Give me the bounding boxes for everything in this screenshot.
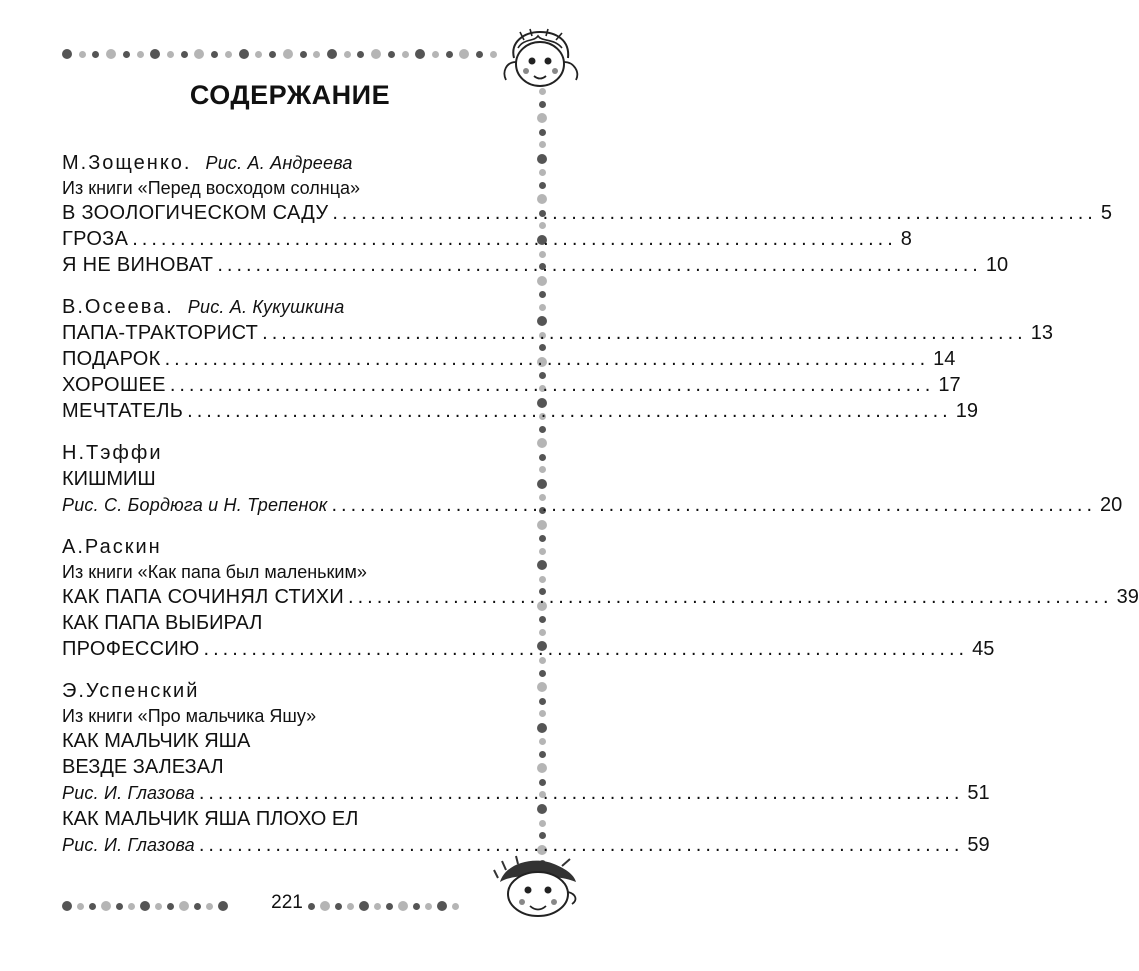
page-ref: 19	[955, 400, 978, 422]
border-dot	[539, 182, 546, 189]
story-title: В ЗООЛОГИЧЕСКОМ САДУ	[62, 202, 329, 224]
toc-entry[interactable]	[62, 492, 1123, 518]
story-title: МЕЧТАТЕЛЬ	[62, 400, 184, 422]
border-dot	[452, 903, 459, 910]
toc-entry[interactable]	[62, 200, 1112, 226]
border-dot	[218, 901, 228, 911]
dot-leader: ................................................................................	[217, 254, 982, 276]
border-dot	[371, 49, 381, 59]
border-dot	[62, 901, 72, 911]
toc-entry[interactable]	[62, 346, 956, 372]
author-name: А.Раскин	[62, 536, 162, 558]
border-dot	[194, 903, 201, 910]
border-dot	[476, 51, 483, 58]
border-dot	[415, 49, 425, 59]
border-dot	[194, 49, 204, 59]
border-dot	[106, 49, 116, 59]
border-dot	[539, 141, 546, 148]
border-dot	[432, 51, 439, 58]
border-dot	[537, 154, 547, 164]
border-dot	[413, 903, 420, 910]
author-name: В.Осеева.	[62, 296, 174, 318]
border-dot	[537, 763, 547, 773]
border-dot	[459, 49, 469, 59]
dot-leader: ................................................................................	[198, 782, 964, 804]
border-dot	[167, 51, 174, 58]
border-dot	[225, 51, 232, 58]
border-dot	[537, 113, 547, 123]
toc-entry[interactable]	[62, 832, 990, 858]
border-dot	[79, 51, 86, 58]
toc-entry[interactable]	[62, 320, 1053, 346]
page-ref: 20	[1100, 494, 1123, 516]
story-title: ПОДАРОК	[62, 348, 161, 370]
story-title: ГРОЗА	[62, 228, 129, 250]
border-dot	[101, 901, 111, 911]
page-ref: 10	[985, 254, 1009, 276]
border-dot	[539, 820, 546, 827]
toc-entry[interactable]	[62, 252, 1009, 278]
page-ref: 8	[900, 228, 912, 250]
border-dot	[269, 51, 276, 58]
border-dot	[398, 901, 408, 911]
border-dot	[539, 670, 546, 677]
border-dot	[537, 682, 547, 692]
toc-entry[interactable]	[62, 584, 1139, 610]
border-dot	[539, 710, 546, 717]
dot-leader: ................................................................................	[187, 400, 952, 422]
border-dot	[283, 49, 293, 59]
story-title: Я НЕ ВИНОВАТ	[62, 254, 214, 276]
border-dot	[490, 51, 497, 58]
page-ref: 39	[1116, 586, 1139, 608]
dot-leader: ................................................................................	[132, 228, 897, 250]
toc-entry[interactable]	[62, 780, 990, 806]
page-ref: 17	[938, 374, 961, 396]
page-ref: 59	[967, 834, 990, 856]
border-dot	[539, 548, 546, 555]
border-dot	[425, 903, 432, 910]
border-dot	[539, 426, 546, 433]
border-dot	[167, 903, 174, 910]
border-dot	[116, 903, 123, 910]
dot-leader: ................................................................................	[164, 348, 930, 370]
border-dot	[206, 903, 213, 910]
story-title: ПАПА-ТРАКТОРИСТ	[62, 322, 259, 344]
border-dot	[140, 901, 150, 911]
border-dot	[327, 49, 337, 59]
page-ref: 13	[1030, 322, 1053, 344]
story-title[interactable]: КИШМИШ	[62, 468, 156, 490]
book-source: Из книги «Как папа был маленьким»	[62, 562, 367, 582]
story-title: ХОРОШЕЕ	[62, 374, 166, 396]
border-dot	[255, 51, 262, 58]
border-dot	[128, 903, 135, 910]
page-ref: 5	[1100, 202, 1112, 224]
border-dot	[62, 49, 72, 59]
border-dot	[181, 51, 188, 58]
book-source: Из книги «Про мальчика Яшу»	[62, 706, 317, 726]
dot-leader: ................................................................................	[331, 494, 1097, 516]
border-dot	[537, 520, 547, 530]
border-dot	[539, 629, 546, 636]
border-dot	[347, 903, 354, 910]
toc-entry[interactable]	[62, 372, 961, 398]
border-dot	[344, 51, 351, 58]
toc-entry[interactable]	[62, 398, 978, 424]
book-source: Из книги «Перед восходом солнца»	[62, 178, 361, 198]
border-dot	[179, 901, 189, 911]
dot-leader: ................................................................................	[169, 374, 935, 396]
border-dot	[402, 51, 409, 58]
border-dot	[446, 51, 453, 58]
page-ref: 45	[972, 638, 995, 660]
toc-entry[interactable]	[62, 636, 995, 662]
border-dot	[539, 466, 546, 473]
story-title-line[interactable]: КАК МАЛЬЧИК ЯША ПЛОХО ЕЛ	[62, 808, 359, 830]
border-dot	[537, 479, 547, 489]
border-dot	[155, 903, 162, 910]
border-dot	[335, 903, 342, 910]
border-dot	[539, 129, 546, 136]
illustrator-credit: Рис. И. Глазова	[62, 783, 195, 803]
story-title: КАК ПАПА СОЧИНЯЛ СТИХИ	[62, 586, 345, 608]
border-dot	[539, 698, 546, 705]
author-name: Э.Успенский	[62, 680, 200, 702]
border-dot	[537, 438, 547, 448]
border-dot	[537, 560, 547, 570]
story-title: ПРОФЕССИЮ	[62, 638, 200, 660]
border-dot	[92, 51, 99, 58]
border-dot	[539, 751, 546, 758]
border-dot	[539, 576, 546, 583]
border-dot	[313, 51, 320, 58]
illustrator-credit: Рис. А. Андреева	[205, 153, 353, 173]
border-dot	[437, 901, 447, 911]
border-dot	[211, 51, 218, 58]
dot-leader: ................................................................................	[198, 834, 964, 856]
border-dot	[89, 903, 96, 910]
border-dot	[539, 738, 546, 745]
border-dot	[539, 291, 546, 298]
author-line	[62, 150, 510, 176]
author-name: Н.Тэффи	[62, 442, 163, 464]
border-dot	[359, 901, 369, 911]
border-dot	[239, 49, 249, 59]
story-title-line[interactable]: ВЕЗДЕ ЗАЛЕЗАЛ	[62, 756, 224, 778]
border-dot	[539, 535, 546, 542]
border-dot	[388, 51, 395, 58]
top-dotted-border	[62, 44, 497, 64]
border-dot	[137, 51, 144, 58]
dot-leader: ................................................................................	[203, 638, 969, 660]
dot-leader: ................................................................................	[332, 202, 1097, 224]
border-dot	[539, 616, 546, 623]
border-dot	[77, 903, 84, 910]
border-dot	[300, 51, 307, 58]
border-dot	[150, 49, 160, 59]
page-ref: 14	[933, 348, 956, 370]
story-title-line[interactable]: КАК МАЛЬЧИК ЯША	[62, 730, 251, 752]
border-dot	[539, 169, 546, 176]
story-title-line[interactable]: КАК ПАПА ВЫБИРАЛ	[62, 612, 263, 634]
dot-leader: ................................................................................	[348, 586, 1113, 608]
dot-leader: ................................................................................	[262, 322, 1027, 344]
border-dot	[539, 304, 546, 311]
border-dot	[386, 903, 393, 910]
toc-entry[interactable]	[62, 226, 912, 252]
illustrator-credit: Рис. И. Глазова	[62, 835, 195, 855]
boy-face-icon	[492, 856, 582, 922]
border-dot	[539, 454, 546, 461]
page-title: СОДЕРЖАНИЕ	[189, 80, 391, 110]
table-of-contents	[62, 150, 1139, 858]
border-dot	[357, 51, 364, 58]
illustrator-credit: Рис. С. Бордюга и Н. Трепенок	[62, 495, 328, 515]
border-dot	[320, 901, 330, 911]
page-ref: 51	[967, 782, 990, 804]
page-number: 221	[271, 892, 303, 913]
border-dot	[123, 51, 130, 58]
author-line	[62, 294, 510, 320]
author-name: М.Зощенко.	[62, 152, 192, 174]
border-dot	[537, 723, 547, 733]
illustrator-credit: Рис. А. Кукушкина	[187, 297, 345, 317]
border-dot	[374, 903, 381, 910]
